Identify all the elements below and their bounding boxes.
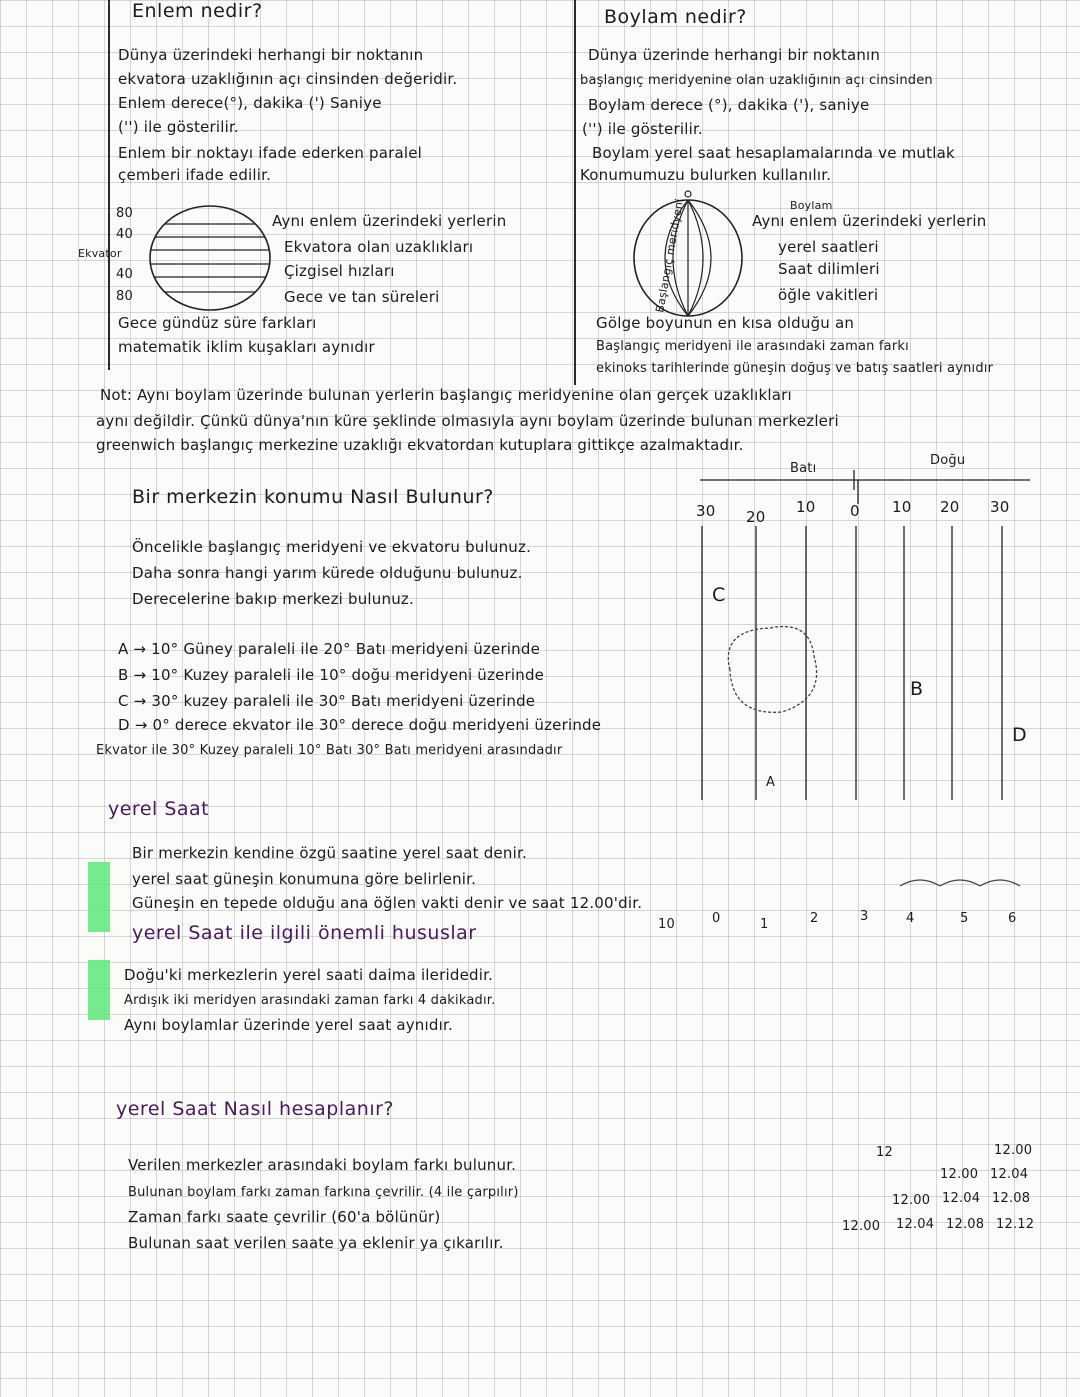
time-row2-b: 12.04: [990, 1167, 1029, 1182]
longitude-globe: [630, 190, 748, 320]
enlem-diagram-bottom-2: matematik iklim kuşakları aynıdır: [118, 338, 375, 356]
prime-meridian-label: Başlangıç meridyeni: [653, 197, 687, 314]
time-axis-5: 5: [960, 911, 969, 926]
lat-scale-80-top: 80: [116, 206, 133, 221]
enlem-line-3: Enlem derece(°), dakika (') Saniye: [118, 94, 382, 112]
lat-scale-ekvator: Ekvator: [78, 247, 122, 260]
boylam-line-2: başlangıç meridyenine olan uzaklığının açı cinsinden: [580, 73, 933, 88]
konum-point-b: B → 10° Kuzey paraleli ile 10° doğu meridyeni üzerinde: [118, 666, 545, 684]
time-row3-a: 12.00: [892, 1193, 931, 1208]
grid-dogu-label: Doğu: [930, 453, 966, 468]
enlem-line-5: Enlem bir noktayı ifade ederken paralel: [118, 144, 423, 162]
grid-tick-w20: 20: [746, 508, 766, 526]
boylam-diagram-bottom-3: ekinoks tarihlerinde güneşin doğuş ve batış saatleri aynıdır: [596, 361, 994, 376]
time-axis-sketch: [880, 872, 1040, 902]
grid-point-b: B: [910, 678, 924, 700]
konum-point-a: A → 10° Güney paraleli ile 20° Batı meridyeni üzerinde: [118, 640, 541, 658]
note-line-2: aynı değildir. Çünkü dünya'nın küre şeklinde olmasıyla aynı boylam üzerinde bulunan merkezleri: [96, 412, 839, 430]
time-row4-d: 12.12: [996, 1217, 1035, 1232]
time-row4-b: 12.04: [896, 1217, 935, 1232]
enlem-line-4: ('') ile gösterilir.: [118, 118, 239, 136]
konum-point-area: Ekvator ile 30° Kuzey paraleli 10° Batı 30° Batı meridyeni arasındadır: [96, 743, 563, 758]
boylam-line-3: Boylam derece (°), dakika ('), saniye: [588, 96, 870, 114]
left-margin-line: [108, 0, 110, 370]
konum-step-2: Daha sonra hangi yarım kürede olduğunu bulunuz.: [132, 564, 523, 582]
time-row2-a: 12.00: [940, 1167, 979, 1182]
lat-scale-80-bottom: 80: [116, 289, 133, 304]
time-axis-0: 0: [712, 911, 721, 926]
time-axis-2: 2: [810, 911, 819, 926]
yerel-fact-3: Aynı boylamlar üzerinde yerel saat aynıdır.: [124, 1016, 453, 1034]
time-axis-6: 6: [1008, 911, 1017, 926]
time-axis-10: 10: [658, 917, 675, 932]
konum-point-c: C → 30° kuzey paraleli ile 30° Batı meridyeni üzerinde: [118, 692, 536, 710]
time-row4-a: 12.00: [842, 1219, 881, 1234]
grid-tick-e10: 10: [892, 498, 912, 516]
lat-scale-40-top: 40: [116, 227, 133, 242]
boylam-diagram-bottom-1: Gölge boyunun en kısa olduğu an: [596, 314, 855, 332]
enlem-line-6: çemberi ifade edilir.: [118, 166, 272, 184]
enlem-diagram-item-2: Çizgisel hızları: [284, 262, 395, 280]
hesap-line-3: Zaman farkı saate çevrilir (60'a bölünür): [128, 1208, 441, 1226]
konum-point-d: D → 0° derece ekvator ile 30° derece doğu meridyeni üzerinde: [118, 716, 602, 734]
grid-bati-label: Batı: [790, 461, 817, 476]
yerel-title: yerel Saat: [108, 798, 210, 820]
yerel-fact-2: Ardışık iki meridyen arasındaki zaman farkı 4 dakikadır.: [124, 993, 496, 1008]
boylam-diagram-head: Aynı enlem üzerindeki yerlerin: [752, 212, 987, 230]
grid-tick-w10: 10: [796, 498, 816, 516]
yerel-line-3: Güneşin en tepede olduğu ana öğlen vakti denir ve saat 12.00'dir.: [132, 894, 643, 912]
grid-point-c: C: [712, 584, 726, 606]
enlem-diagram-bottom-1: Gece gündüz süre farkları: [118, 314, 317, 332]
hesap-line-1: Verilen merkezler arasındaki boylam farkı bulunur.: [128, 1156, 517, 1174]
grid-tick-e20: 20: [940, 498, 960, 516]
grid-tick-0: 0: [850, 502, 860, 520]
yerel-subtitle: yerel Saat ile ilgili önemli hususlar: [132, 922, 477, 944]
konum-title: Bir merkezin konumu Nasıl Bulunur?: [132, 486, 494, 508]
grid-tick-e30: 30: [990, 498, 1010, 516]
hesap-title: yerel Saat Nasıl hesaplanır?: [116, 1098, 394, 1120]
konum-step-3: Derecelerine bakıp merkezi bulunuz.: [132, 590, 414, 608]
yerel-line-2: yerel saat güneşin konumuna göre belirlenir.: [132, 870, 477, 888]
boylam-line-6: Konumumuzu bulurken kullanılır.: [580, 166, 832, 184]
hesap-line-2: Bulunan boylam farkı zaman farkına çevrilir. (4 ile çarpılır): [128, 1185, 519, 1200]
enlem-diagram-head: Aynı enlem üzerindeki yerlerin: [272, 212, 507, 230]
note-line-3: greenwich başlangıç merkezine uzaklığı ekvatordan kutuplara gittikçe azalmaktadır.: [96, 436, 744, 454]
boylam-diagram-item-2: Saat dilimleri: [778, 260, 880, 278]
latitude-globe: [148, 204, 273, 312]
konum-step-1: Öncelikle başlangıç meridyeni ve ekvatoru bulunuz.: [132, 538, 532, 556]
time-row3-c: 12.08: [992, 1191, 1031, 1206]
boylam-diagram-item-3: öğle vakitleri: [778, 286, 879, 304]
time-row4-c: 12.08: [946, 1217, 985, 1232]
time-axis-1: 1: [760, 917, 769, 932]
lat-scale-40-bottom: 40: [116, 267, 133, 282]
boylam-line-5: Boylam yerel saat hesaplamalarında ve mutlak: [592, 144, 955, 162]
time-row3-b: 12.04: [942, 1191, 981, 1206]
time-row1-b: 12.00: [994, 1143, 1033, 1158]
boylam-diagram-top: Boylam: [790, 199, 833, 212]
boylam-line-1: Dünya üzerinde herhangi bir noktanın: [588, 46, 881, 64]
time-axis-4: 4: [906, 911, 915, 926]
highlight-mark-1: [88, 862, 110, 932]
yerel-fact-1: Doğu'ki merkezlerin yerel saati daima ileridedir.: [124, 966, 494, 984]
hesap-line-4: Bulunan saat verilen saate ya eklenir ya çıkarılır.: [128, 1234, 504, 1252]
enlem-line-2: ekvatora uzaklığının açı cinsinden değeridir.: [118, 70, 458, 88]
boylam-diagram-item-1: yerel saatleri: [778, 238, 879, 256]
boylam-diagram-bottom-2: Başlangıç meridyeni ile arasındaki zaman farkı: [596, 339, 909, 354]
boylam-title: Boylam nedir?: [604, 6, 747, 28]
time-row1-a: 12: [876, 1145, 893, 1160]
grid-point-d: D: [1012, 724, 1028, 746]
grid-tick-w30: 30: [696, 502, 716, 520]
boylam-line-4: ('') ile gösterilir.: [582, 120, 703, 138]
time-axis-3: 3: [860, 909, 869, 924]
note-line-1: Not: Aynı boylam üzerinde bulunan yerlerin başlangıç meridyenine olan gerçek uzaklıkları: [100, 386, 792, 404]
center-divider: [574, 0, 576, 385]
enlem-diagram-item-3: Gece ve tan süreleri: [284, 288, 440, 306]
grid-point-a: A: [766, 775, 776, 790]
yerel-line-1: Bir merkezin kendine özgü saatine yerel saat denir.: [132, 844, 527, 862]
highlight-mark-2: [88, 960, 110, 1020]
enlem-line-1: Dünya üzerindeki herhangi bir noktanın: [118, 46, 424, 64]
enlem-title: Enlem nedir?: [132, 0, 263, 22]
enlem-diagram-item-1: Ekvatora olan uzaklıkları: [284, 238, 474, 256]
